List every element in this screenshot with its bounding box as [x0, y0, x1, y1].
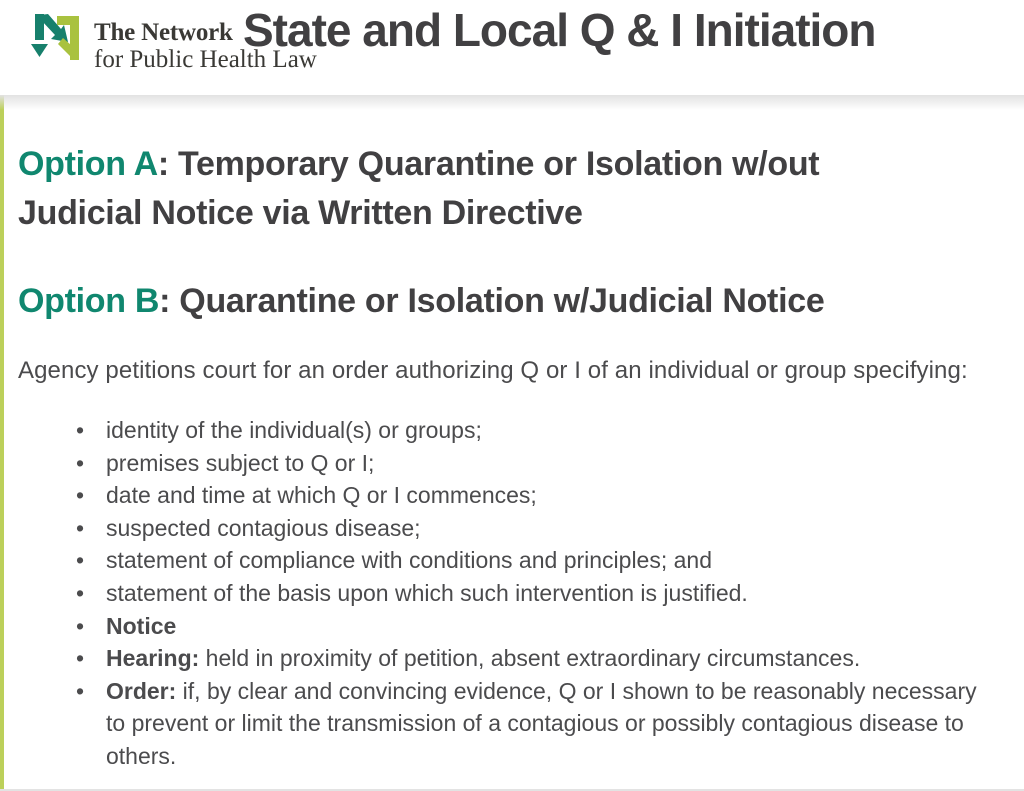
option-a-text: : Temporary Quarantine or Isolation w/out Judicial Notice via Written Directive	[18, 145, 820, 233]
option-a-label: Option A	[18, 145, 158, 184]
bullet-text: identity of the individual(s) or groups;	[106, 417, 482, 443]
bullet-bold-text: Order:	[106, 677, 177, 704]
bullet-text: held in proximity of petition, absent extraordinary circumstances.	[199, 645, 861, 672]
option-b-text: : Quarantine or Isolation w/Judicial Notice	[159, 282, 825, 321]
bullet-bold-text: Notice	[106, 612, 177, 639]
list-item	[70, 610, 990, 643]
page-title: State and Local Q & I Initiation	[243, 4, 876, 56]
bullet-text: premises subject to Q or I;	[106, 449, 375, 476]
list-item	[70, 675, 990, 773]
slide-header	[0, 0, 1024, 95]
option-a-heading	[18, 140, 918, 238]
bullet-text: suspected contagious disease;	[106, 514, 421, 541]
option-b-label: Option B	[18, 282, 160, 321]
list-item	[70, 512, 990, 545]
title-container	[243, 0, 1024, 70]
bullet-text: if, by clear and convincing evidence, Q or I shown to be reasonably necessary to prevent or limit the transmission of a contagious or possibly contagious disease to others.	[106, 677, 977, 769]
org-name-line1: The Network	[94, 19, 233, 46]
header-divider	[0, 95, 1024, 110]
network-n-arrows-icon	[30, 11, 84, 65]
bullet-bold-text: Hearing:	[106, 645, 200, 672]
intro-paragraph: Agency petitions court for an order authorizing Q or I of an individual or group specifying:	[18, 357, 968, 384]
list-item	[70, 544, 990, 577]
bullet-text: statement of the basis upon which such intervention is justified.	[106, 579, 748, 606]
list-item	[70, 414, 990, 447]
list-item	[70, 447, 990, 480]
bullet-text: statement of compliance with conditions and principles; and	[106, 547, 713, 574]
petition-bullet-list	[70, 414, 990, 773]
org-name-line2: for Public Health Law	[94, 46, 317, 73]
option-b-heading	[18, 277, 918, 326]
left-border-green	[0, 95, 4, 791]
list-item	[70, 479, 990, 512]
list-item	[70, 577, 990, 610]
list-item	[70, 642, 990, 675]
bullet-text: date and time at which Q or I commences;	[106, 482, 537, 509]
